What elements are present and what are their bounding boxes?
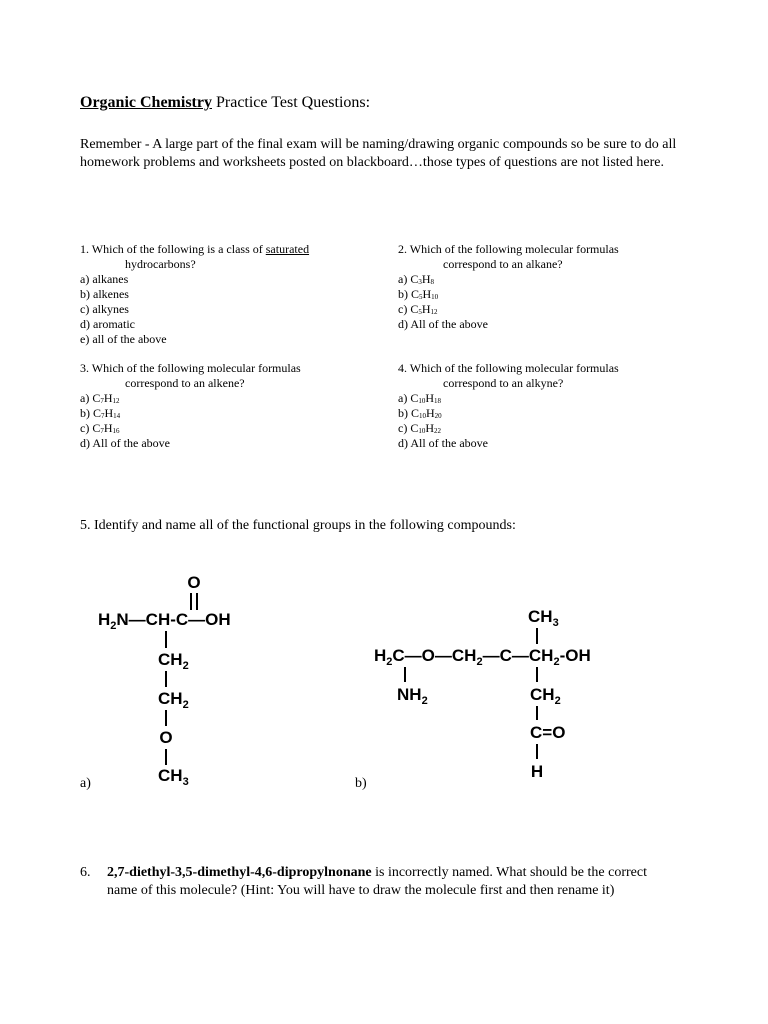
question-1 <box>80 242 309 347</box>
mol-a-main-chain: $H_2N—CH-C—OH$ <box>98 610 231 632</box>
q1-option-e: e) all of the above <box>80 332 167 346</box>
q6-text: is incorrectly named. What should be the correct name of this molecule? (Hint: You will have to draw the molecule first and then rename it) <box>107 865 647 898</box>
mol-b-main-chain: $H_2C—O—CH_2—C—CH_2-OH$ <box>374 646 591 668</box>
question-2 <box>398 242 619 332</box>
question-5: 5. Identify and name all of the functional groups in the following compounds: <box>80 518 516 533</box>
q2-stem: 2. Which of the following molecular formulas <box>398 242 619 256</box>
title-bold: Organic Chemistry <box>80 94 212 111</box>
mol-b-aldehyde-h: H <box>530 762 544 781</box>
q1-option-d: d) aromatic <box>80 317 135 331</box>
q1-stem: 1. Which of the following is a class of saturated <box>80 242 310 256</box>
q3-option-b: b) $C_7H_{14}$ <box>80 406 121 420</box>
q3-stem: 3. Which of the following molecular formulas <box>80 361 301 375</box>
q2-option-c: c) $C_5H_{12}$ <box>398 302 438 316</box>
q6-body <box>107 864 680 900</box>
q2-option-b: b) $C_5H_{10}$ <box>398 287 439 301</box>
molecule-a-structure <box>90 565 280 790</box>
compound-a-label: a) <box>80 776 91 791</box>
q4-option-c: c) $C_{10}H_{22}$ <box>398 421 441 435</box>
mol-b-carbonyl: C=O <box>530 723 566 742</box>
mol-a-ch3: $CH_3$ <box>158 766 189 788</box>
q6-compound-name: 2,7-diethyl-3,5-dimethyl-4,6-dipropylnonane <box>107 865 372 880</box>
q4-option-b: b) $C_{10}H_{20}$ <box>398 406 442 420</box>
q3-option-c: c) $C_7H_{16}$ <box>80 421 120 435</box>
q6-number: 6. <box>80 865 91 880</box>
mol-b-ch3-top: $CH_3$ <box>528 607 559 629</box>
q1-option-c: c) alkynes <box>80 302 129 316</box>
q1-option-b: b) alkenes <box>80 287 129 301</box>
q4-option-d: d) All of the above <box>398 436 488 450</box>
question-4 <box>398 361 619 451</box>
q1-option-a: a) alkanes <box>80 272 129 286</box>
compound-b-label: b) <box>355 776 367 791</box>
mol-a-ch2-2: $CH_2$ <box>158 689 189 711</box>
q2-option-d: d) All of the above <box>398 317 488 331</box>
mol-a-ch2-1: $CH_2$ <box>158 650 189 672</box>
q1-underlined-word: saturated <box>265 242 310 256</box>
mol-a-carbonyl-oxygen: O <box>187 573 201 592</box>
molecule-b-structure <box>370 598 660 788</box>
q3-option-d: d) All of the above <box>80 436 170 450</box>
mol-b-nh2: $NH_2$ <box>397 685 428 707</box>
intro-paragraph: Remember - A large part of the final exam will be naming/drawing organic compounds so be sure to do all homework problems and worksheets posted on blackboard…those types of questions are not listed here. <box>80 137 677 170</box>
q4-stem: 4. Which of the following molecular formulas <box>398 361 619 375</box>
q2-stem-line2: correspond to an alkane? <box>443 257 563 271</box>
q1-stem-line2: hydrocarbons? <box>125 257 196 271</box>
q3-option-a: a) $C_7H_{12}$ <box>80 391 120 405</box>
question-3 <box>80 361 301 451</box>
q2-option-a: a) $C_3H_8$ <box>398 272 434 286</box>
q4-stem-line2: correspond to an alkyne? <box>443 376 564 390</box>
title-rest: Practice Test Questions: <box>211 94 371 111</box>
mol-b-ch2: $CH_2$ <box>530 685 561 707</box>
mol-a-ether-oxygen: O <box>159 728 173 747</box>
q3-stem-line2: correspond to an alkene? <box>125 376 245 390</box>
page-title <box>80 94 370 112</box>
question-6 <box>80 864 680 900</box>
q4-option-a: a) $C_{10}H_{18}$ <box>398 391 441 405</box>
